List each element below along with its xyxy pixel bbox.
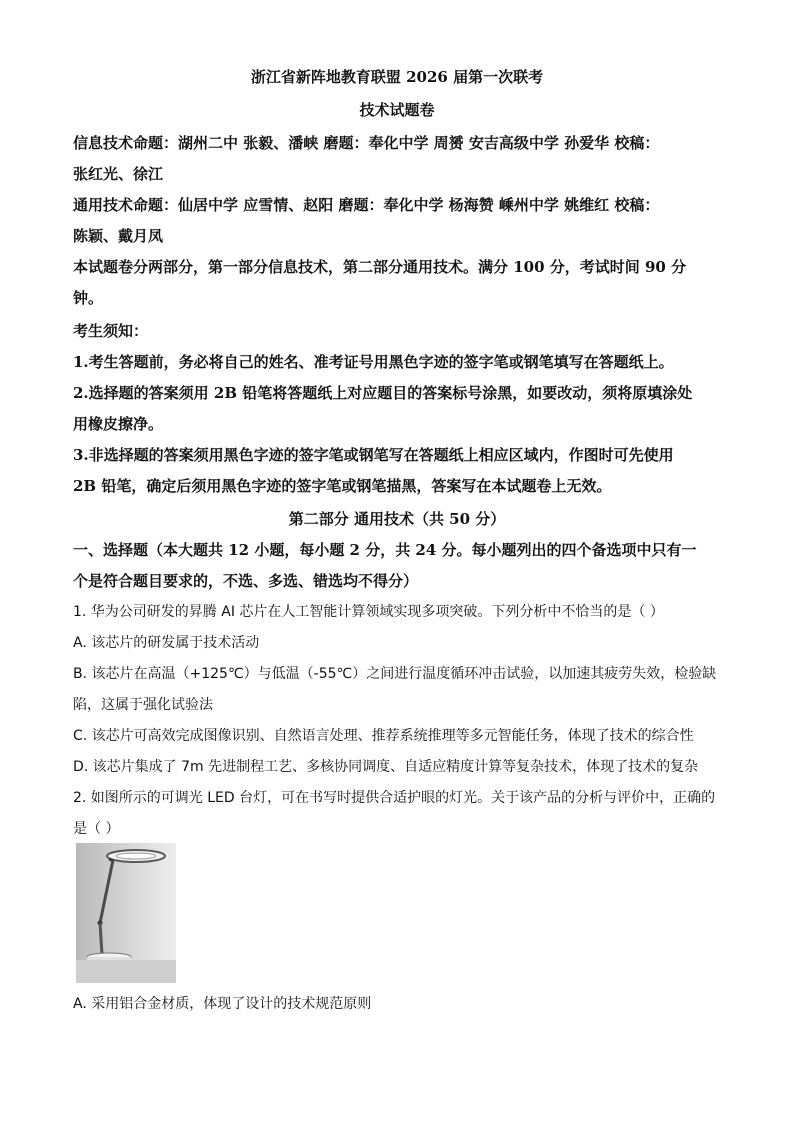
q1-option-a: A. 该芯片的研发属于技术活动 [73, 635, 260, 651]
exam-subtitle: 技术试题卷 [359, 101, 435, 119]
notice-2-line2: 用橡皮擦净。 [73, 415, 164, 433]
q1-stem: 1. 华为公司研发的昇腾 AI 芯片在人工智能计算领域实现多项突破。下列分析中不恰当的是（ ） [73, 604, 664, 620]
q1-option-c: C. 该芯片可高效完成图像识别、自然语言处理、推荐系统推理等多元智能任务，体现了技术的综合性 [73, 728, 694, 744]
q2-stem-line1: 2. 如图所示的可调光 LED 台灯，可在书写时提供合适护眼的灯光。关于该产品的分析与评价中，正确的 [73, 790, 716, 806]
credits-gt-line1: 通用技术命题：仙居中学 应雪情、赵阳 磨题：奉化中学 杨海赞 嵊州中学 姚维红 校稿： [73, 196, 660, 214]
notice-1: 1.考生答题前，务必将自己的姓名、准考证号用黑色字迹的签字笔或钢笔填写在答题纸上。 [73, 353, 674, 371]
exam-title: 浙江省新阵地教育联盟 2026 届第一次联考 [250, 68, 544, 86]
desk-lamp-photo [76, 843, 176, 983]
intro-line2: 钟。 [73, 289, 104, 307]
credits-gt-line2: 陈颖、戴月凤 [73, 227, 164, 245]
q2-option-a: A. 采用铝合金材质，体现了设计的技术规范原则 [73, 996, 372, 1012]
credits-it-line1: 信息技术命题：湖州二中 张毅、潘峡 磨题：奉化中学 周赟 安吉高级中学 孙爱华 校稿： [73, 134, 660, 152]
part2-heading: 第二部分 通用技术（共 50 分） [288, 510, 506, 528]
q1-option-b-line1: B. 该芯片在高温（+125℃）与低温（-55℃）之间进行温度循环冲击试验，以加速其疲劳失效，检验缺 [73, 666, 717, 682]
q1-option-d: D. 该芯片集成了 7m 先进制程工艺、多核协同调度、自适应精度计算等复杂技术，体现了技术的复杂 [73, 759, 699, 775]
notice-heading: 考生须知： [73, 322, 149, 340]
credits-it-line2: 张红光、徐江 [73, 165, 164, 183]
notice-3-line1: 3.非选择题的答案须用黑色字迹的签字笔或钢笔写在答题纸上相应区域内，作图时可先使用 [73, 446, 674, 464]
notice-2-line1: 2.选择题的答案须用 2B 铅笔将答题纸上对应题目的答案标号涂黑，如要改动，须将原填涂处 [73, 384, 693, 402]
q1-option-b-line2: 陷，这属于强化试验法 [73, 697, 213, 713]
q2-stem-line2: 是（ ） [73, 821, 120, 837]
intro-line1: 本试题卷分两部分，第一部分信息技术，第二部分通用技术。满分 100 分，考试时间 90 分 [73, 258, 687, 276]
notice-3-line2: 2B 铅笔，确定后须用黑色字迹的签字笔或钢笔描黑，答案写在本试题卷上无效。 [73, 477, 612, 495]
section1-line1: 一、选择题（本大题共 12 小题，每小题 2 分，共 24 分。每小题列出的四个备选项中只有一 [73, 541, 697, 559]
desk-lamp-icon [76, 843, 176, 983]
section1-line2: 个是符合题目要求的，不选、多选、错选均不得分） [73, 572, 419, 590]
